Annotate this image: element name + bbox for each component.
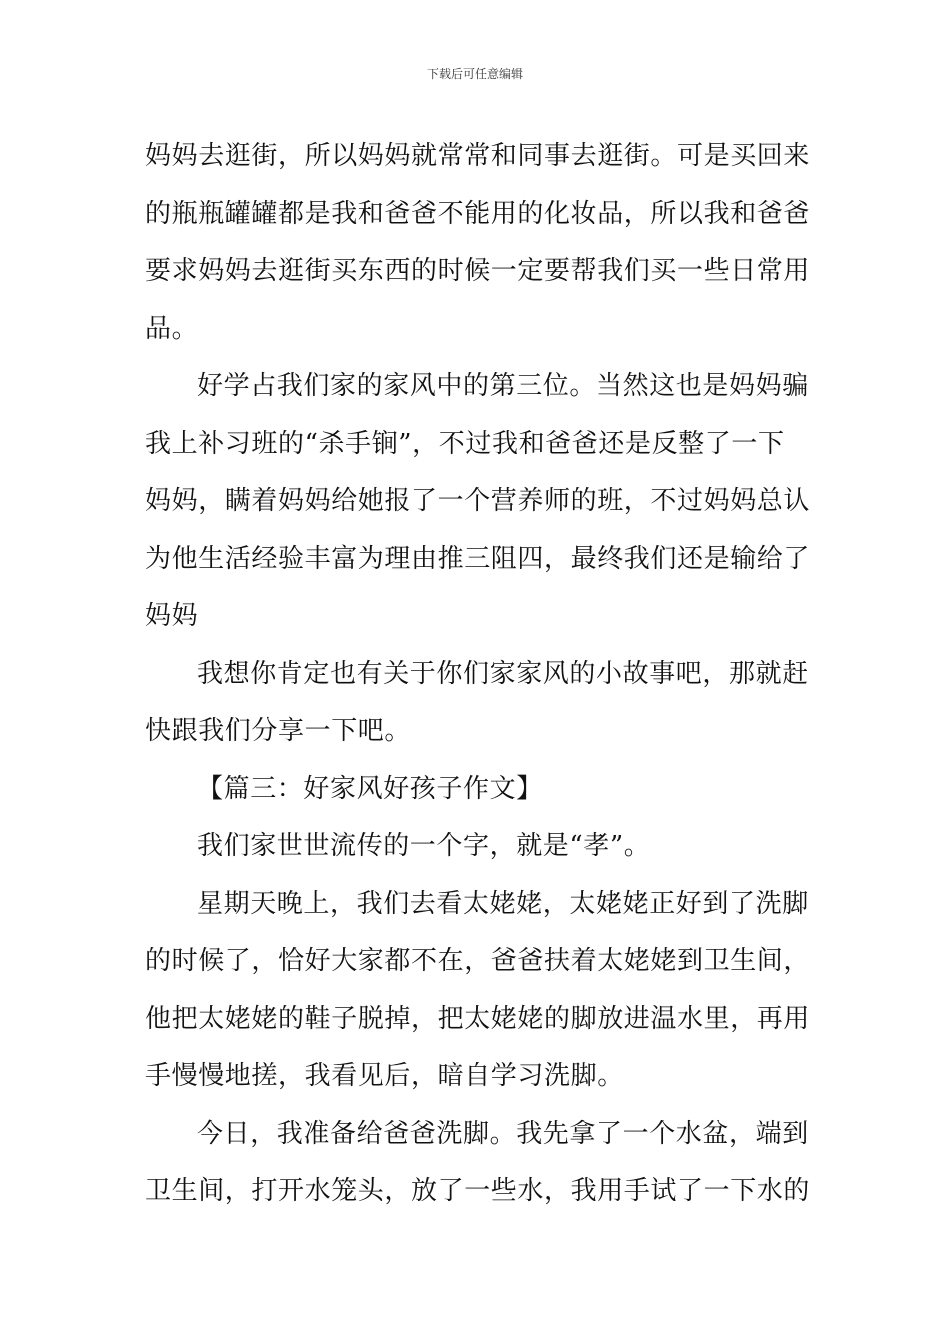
text-line: 为他生活经验丰富为理由推三阻四，最终我们还是输给了	[145, 543, 811, 574]
text-line: 的时候了，恰好大家都不在，爸爸扶着太姥姥到卫生间，	[145, 946, 811, 976]
section-heading: 【篇三：好家风好孩子作文】	[197, 773, 543, 804]
text-line: 要求妈妈去逛街买东西的时候一定要帮我们买一些日常用	[145, 256, 811, 286]
paragraph-start-line: 星期天晚上，我们去看太姥姥，太姥姥正好到了洗脚	[197, 888, 809, 919]
text-line: 品。	[145, 313, 199, 344]
text-line: 手慢慢地搓，我看见后，暗自学习洗脚。	[145, 1061, 624, 1091]
text-line: 妈妈，瞒着妈妈给她报了一个营养师的班，不过妈妈总认	[145, 486, 811, 516]
paragraph-start-line: 好学占我们家的家风中的第三位。当然这也是妈妈骗	[197, 371, 809, 401]
text-line: 我上补习班的“杀手锏”，不过我和爸爸还是反整了一下	[145, 428, 785, 459]
document-body	[145, 128, 810, 1221]
paragraph-start-line: 我们家世世流传的一个字，就是“孝”。	[197, 831, 651, 861]
text-line: 的瓶瓶罐罐都是我和爸爸不能用的化妆品，所以我和爸爸	[145, 198, 811, 229]
text-line: 快跟我们分享一下吧。	[145, 716, 412, 746]
text-line: 卫生间，打开水笼头，放了一些水，我用手试了一下水的	[145, 1176, 811, 1206]
text-line: 妈妈去逛街，所以妈妈就常常和同事去逛街。可是买回来	[145, 141, 811, 171]
paragraph-start-line: 今日，我准备给爸爸洗脚。我先拿了一个水盆，端到	[197, 1118, 809, 1149]
page-header: 下载后可任意编辑	[426, 67, 523, 81]
text-line: 妈妈	[145, 601, 199, 631]
paragraph-start-line: 我想你肯定也有关于你们家家风的小故事吧，那就赶	[197, 658, 809, 689]
text-line: 他把太姥姥的鞋子脱掉，把太姥姥的脚放进温水里，再用	[145, 1003, 811, 1034]
